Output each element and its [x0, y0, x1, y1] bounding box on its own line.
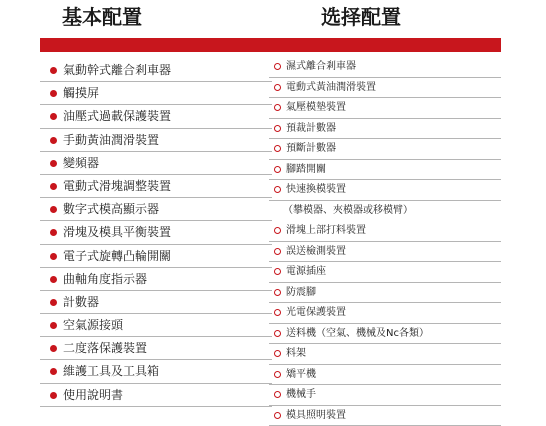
basic-config-item-label: 油壓式過載保護裝置	[63, 105, 171, 127]
optional-config-item-label: 光電保護裝置	[286, 303, 346, 323]
basic-config-item-label: 曲軸角度指示器	[63, 268, 147, 290]
optional-config-item-label: 預斷計數器	[286, 139, 336, 159]
basic-config-item	[40, 384, 272, 407]
bullet-ring-icon	[274, 104, 281, 111]
basic-config-item-label: 二度落保護裝置	[63, 337, 147, 359]
optional-config-item-label: 機械手	[286, 385, 316, 405]
basic-config-item-label: 觸摸屏	[63, 82, 99, 104]
basic-config-item	[40, 314, 272, 337]
optional-config-item	[269, 78, 501, 99]
basic-config-item	[40, 245, 272, 268]
optional-config-item-label: 濕式離合剎車器	[286, 57, 356, 77]
bullet-ring-icon	[274, 289, 281, 296]
bullet-dot-icon	[50, 253, 57, 260]
optional-config-item-label: 防震腳	[286, 283, 316, 303]
basic-config-item-label: 使用說明書	[63, 384, 123, 406]
basic-config-title: 基本配置	[62, 4, 142, 30]
optional-config-item	[269, 365, 501, 386]
optional-config-list	[269, 57, 501, 426]
bullet-ring-icon	[274, 125, 281, 132]
bullet-dot-icon	[50, 392, 57, 399]
optional-config-item-label: 電源插座	[286, 262, 326, 282]
bullet-dot-icon	[50, 90, 57, 97]
optional-config-item-label: 預裁計數器	[286, 119, 336, 139]
bullet-ring-icon	[274, 63, 281, 70]
bullet-dot-icon	[50, 183, 57, 190]
bullet-ring-icon	[274, 309, 281, 316]
optional-config-item	[269, 283, 501, 304]
basic-config-item-label: 滑塊及模具平衡裝置	[63, 221, 171, 243]
optional-config-title: 选择配置	[321, 4, 401, 30]
optional-config-item-label: 滑塊上部打料裝置	[286, 221, 366, 241]
bullet-ring-icon	[274, 186, 281, 193]
basic-config-item-label: 計數器	[63, 291, 99, 313]
basic-config-list	[40, 59, 272, 407]
bullet-dot-icon	[50, 368, 57, 375]
optional-config-item	[269, 160, 501, 181]
basic-config-item	[40, 360, 272, 383]
basic-config-header-bar	[40, 38, 272, 52]
bullet-dot-icon	[50, 67, 57, 74]
bullet-ring-icon	[274, 412, 281, 419]
basic-config-item-label: 變頻器	[63, 152, 99, 174]
optional-config-item	[269, 180, 501, 201]
optional-config-item-label: 氣壓模墊裝置	[286, 98, 346, 118]
optional-config-item-label: （攀模器、夾模器或移模臂）	[283, 201, 413, 221]
optional-config-item	[269, 385, 501, 406]
basic-config-item-label: 電動式滑塊調整裝置	[63, 175, 171, 197]
optional-config-item	[269, 344, 501, 365]
bullet-ring-icon	[274, 166, 281, 173]
bullet-ring-icon	[274, 371, 281, 378]
optional-config-item	[269, 324, 501, 345]
bullet-ring-icon	[274, 227, 281, 234]
optional-config-item-label: 快速換模裝置	[286, 180, 346, 200]
bullet-dot-icon	[50, 113, 57, 120]
bullet-dot-icon	[50, 229, 57, 236]
basic-config-item-label: 手動黃油潤滑裝置	[63, 129, 159, 151]
bullet-ring-icon	[274, 350, 281, 357]
basic-config-item	[40, 129, 272, 152]
bullet-ring-icon	[274, 84, 281, 91]
bullet-dot-icon	[50, 206, 57, 213]
bullet-dot-icon	[50, 345, 57, 352]
bullet-dot-icon	[50, 276, 57, 283]
optional-config-item	[269, 201, 501, 222]
bullet-ring-icon	[274, 268, 281, 275]
optional-config-item-label: 料架	[286, 344, 306, 364]
optional-config-item-label: 腳踏開關	[286, 160, 326, 180]
bullet-dot-icon	[50, 322, 57, 329]
basic-config-item	[40, 198, 272, 221]
optional-config-item-label: 誤送檢測裝置	[286, 242, 346, 262]
bullet-dot-icon	[50, 299, 57, 306]
basic-config-item	[40, 268, 272, 291]
optional-config-item	[269, 221, 501, 242]
basic-config-item	[40, 152, 272, 175]
optional-config-item	[269, 139, 501, 160]
basic-config-item	[40, 59, 272, 82]
basic-config-item-label: 電子式旋轉凸輪開關	[63, 245, 171, 267]
basic-config-item	[40, 221, 272, 244]
basic-config-item	[40, 105, 272, 128]
basic-config-item	[40, 82, 272, 105]
basic-config-item	[40, 291, 272, 314]
optional-config-item	[269, 303, 501, 324]
bullet-ring-icon	[274, 391, 281, 398]
basic-config-item-label: 維護工具及工具箱	[63, 360, 159, 382]
optional-config-item	[269, 98, 501, 119]
optional-config-item	[269, 57, 501, 78]
optional-config-item-label: 電動式黃油潤滑裝置	[286, 78, 376, 98]
optional-config-item	[269, 119, 501, 140]
bullet-dot-icon	[50, 160, 57, 167]
optional-config-item	[269, 242, 501, 263]
basic-config-item-label: 數字式模高顯示器	[63, 198, 159, 220]
basic-config-item	[40, 337, 272, 360]
bullet-dot-icon	[50, 137, 57, 144]
bullet-ring-icon	[274, 248, 281, 255]
basic-config-item-label: 氣動幹式離合剎車器	[63, 59, 171, 81]
basic-config-item	[40, 175, 272, 198]
bullet-ring-icon	[274, 145, 281, 152]
basic-config-item-label: 空氣源接頭	[63, 314, 123, 336]
bullet-ring-icon	[274, 330, 281, 337]
optional-config-item-label: 送料機（空氣、機械及Nc各類）	[286, 324, 429, 344]
optional-config-header-bar	[269, 38, 501, 52]
optional-config-item-label: 模具照明裝置	[286, 406, 346, 426]
optional-config-item-label: 矯平機	[286, 365, 316, 385]
optional-config-item	[269, 262, 501, 283]
